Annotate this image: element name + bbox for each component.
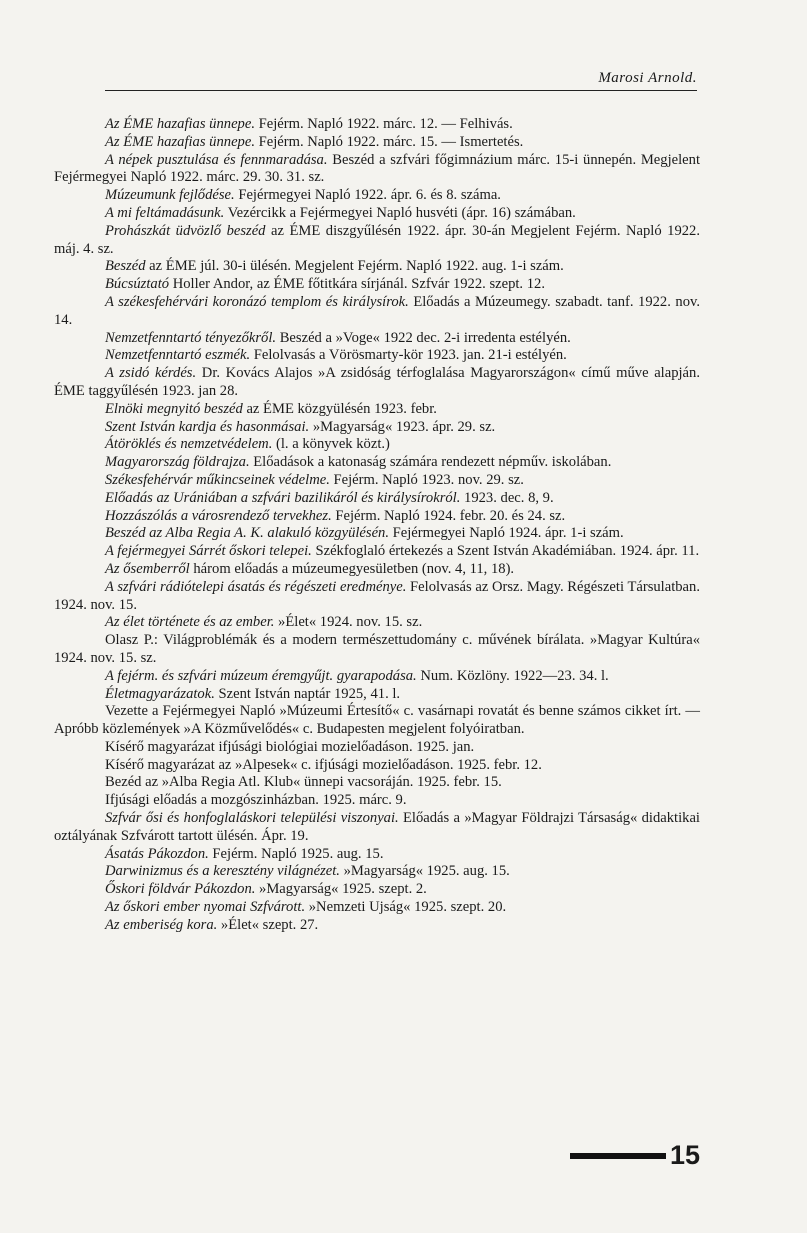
entry-text: Előadások a katonaság számára rendezett népműv. iskolában. [249,454,612,471]
entry-text: Vezércikk a Fejérmegyei Napló husvéti (ápr. 16) számában. [224,204,576,221]
bibliography-list [54,116,700,935]
bibliography-entry [54,347,700,365]
entry-text: »Élet« 1924. nov. 15. sz. [274,614,423,631]
entry-title: Az élet története és az ember. [105,614,275,631]
footer-rule [570,1153,666,1159]
bibliography-entry [54,472,700,490]
entry-title: Nemzetfenntartó tényezőkről. [105,329,277,346]
bibliography-entry [54,294,700,330]
entry-text: »Élet« szept. 27. [217,916,319,933]
bibliography-entry [54,614,700,632]
entry-text: 1923. dec. 8, 9. [460,489,554,506]
bibliography-entry [54,419,700,437]
bibliography-entry [54,116,700,134]
bibliography-entry [54,543,700,561]
bibliography-entry [54,579,700,615]
bibliography-entry [54,668,700,686]
entry-text: Fejérmegyei Napló 1922. ápr. 6. és 8. száma. [234,187,501,204]
entry-text: Ifjúsági előadás a mozgószinházban. 1925. márc. 9. [105,792,407,809]
entry-title: Darwinizmus és a keresztény világnézet. [105,863,340,880]
bibliography-entry [54,187,700,205]
entry-text: Fejérm. Napló 1924. febr. 20. és 24. sz. [331,507,566,524]
bibliography-entry [54,757,700,775]
entry-title: Átöröklés és nemzetvédelem. [105,436,273,453]
bibliography-entry [54,561,700,579]
bibliography-entry [54,258,700,276]
entry-text: az ÉME diszgyűlésén 1922. ápr. 30-án Megjelent Fejérm. Napló 1922. máj. 4. sz. [54,222,701,257]
entry-text: Olasz P.: Világproblémák és a modern természettudomány c. művének bírálata. »Magyar Kultúra« 1924. nov. 15. sz. [54,632,700,666]
bibliography-entry [54,152,700,188]
entry-text: Holler Andor, az ÉME főtitkára sírjánál. Szfvár 1922. szept. 12. [169,276,545,293]
entry-title: Hozzászólás a városrendező tervekhez. [105,507,332,524]
entry-text: Kísérő magyarázat az »Alpesek« c. ifjúsági mozielőadáson. 1925. febr. 12. [105,756,542,773]
bibliography-entry [54,330,700,348]
entry-text: az ÉME közgyülésén 1923. febr. [242,400,437,417]
entry-text: Fejérm. Napló 1922. márc. 15. — Ismertetés. [254,133,524,150]
page-number: 15 [669,1140,700,1170]
bibliography-entry [54,401,700,419]
entry-text: az ÉME júl. 30-i ülésén. Megjelent Fejérm. Napló 1922. aug. 1-i szám. [145,258,564,275]
bibliography-entry [54,134,700,152]
entry-text: Fejérm. Napló 1925. aug. 15. [208,845,384,862]
bibliography-entry [54,632,700,668]
entry-text: Előadás a Múzeumegy. szabadt. tanf. 1922. nov. 14. [54,293,700,328]
entry-title: A mi feltámadásunk. [105,204,225,221]
bibliography-entry [54,276,700,294]
entry-title: Beszéd az Alba Regia A. K. alakuló közgyülésén. [105,525,389,542]
entry-title: Szent István kardja és hasonmásai. [105,418,310,435]
entry-text: Felolvasás a Vörösmarty-kör 1923. jan. 21-i estélyén. [250,347,567,364]
entry-text: három előadás a múzeumegyesületben (nov. 4, 11, 18). [189,560,515,577]
bibliography-entry [54,223,700,259]
entry-title: Beszéd [105,258,146,275]
entry-text: Fejérm. Napló 1922. márc. 12. — Felhivás. [254,116,513,132]
entry-text: Fejérmegyei Napló 1924. ápr. 1-i szám. [389,525,624,542]
entry-title: Az ÉME hazafias ünnepe. [105,133,255,150]
entry-text: Bezéd az »Alba Regia Atl. Klub« ünnepi vacsoráján. 1925. febr. 15. [105,774,502,791]
entry-title: Ásatás Pákozdon. [105,845,209,862]
entry-title: A népek pusztulása és fennmaradása. [105,151,328,168]
entry-title: Az ÉME hazafias ünnepe. [105,116,255,132]
entry-title: Magyarország földrajza. [105,454,250,471]
bibliography-entry [54,490,700,508]
entry-text: Kísérő magyarázat ifjúsági biológiai mozielőadáson. 1925. jan. [105,738,475,755]
bibliography-entry [54,686,700,704]
bibliography-entry [54,205,700,223]
entry-text: Num. Közlöny. 1922—23. 34. l. [416,667,609,684]
entry-text: Dr. Kovács Alajos »A zsidóság térfoglalása Magyarországon« című műve alapján. ÉME taggyűlésén 1923. jan 28. [54,365,700,399]
entry-title: Múzeumunk fejlődése. [105,187,235,204]
bibliography-entry [54,899,700,917]
entry-text: (l. a könyvek közt.) [272,436,390,453]
entry-text: »Nemzeti Ujság« 1925. szept. 20. [305,899,507,916]
bibliography-entry [54,792,700,810]
entry-title: A zsidó kérdés. [105,365,197,382]
entry-title: Életmagyarázatok. [105,685,215,702]
bibliography-entry [54,365,700,401]
bibliography-entry [54,863,700,881]
entry-text: Előadás a »Magyar Földrajzi Társaság« didaktikai oztályának Szfvárott tartott ülésén. Ápr. 19. [54,810,700,844]
entry-title: Előadás az Urániában a szfvári bazilikáról és királysírokról. [105,489,461,506]
bibliography-entry [54,917,700,935]
entry-text: »Magyarság« 1923. ápr. 29. sz. [309,418,496,435]
bibliography-entry [54,508,700,526]
entry-text: Felolvasás az Orsz. Magy. Régészeti Társulatban. 1924. nov. 15. [54,578,700,613]
entry-title: Elnöki megnyitó beszéd [105,400,243,417]
entry-text: Beszéd a »Voge« 1922 dec. 2-i irredenta estélyén. [276,329,571,346]
page-footer [560,1135,700,1175]
bibliography-entry [54,525,700,543]
bibliography-entry [54,436,700,454]
entry-title: Búcsúztató [105,276,170,293]
entry-text: »Magyarság« 1925. szept. 2. [255,881,427,898]
entry-text: Szent István naptár 1925, 41. l. [214,685,401,702]
entry-title: Az emberiség kora. [105,916,218,933]
entry-title: Szfvár ősi és honfoglaláskori települési viszonyai. [105,810,399,827]
page-header [105,70,697,91]
bibliography-entry [54,739,700,757]
bibliography-entry [54,846,700,864]
entry-text: Székfoglaló értekezés a Szent István Akadémiában. 1924. ápr. 11. [311,543,700,560]
running-head: Marosi Arnold. [598,70,697,86]
entry-title: A fejérm. és szfvári múzeum éremgyűjt. gyarapodása. [105,667,417,684]
entry-text: Beszéd a szfvári főgimnázium márc. 15-i ünnepén. Megjelent Fejérmegyei Napló 1922. márc. 29. 30. 31. sz. [54,151,701,186]
entry-text: Fejérm. Napló 1923. nov. 29. sz. [329,471,524,488]
bibliography-entry [54,810,700,846]
entry-title: A fejérmegyei Sárrét őskori telepei. [105,543,312,560]
entry-text: »Magyarság« 1925. aug. 15. [339,863,510,880]
entry-title: Őskori földvár Pákozdon. [105,881,256,898]
bibliography-entry [54,774,700,792]
entry-title: A székesfehérvári koronázó templom és királysírok. [105,293,409,310]
entry-title: Nemzetfenntartó eszmék. [105,347,251,364]
bibliography-entry [54,703,700,739]
bibliography-entry [54,881,700,899]
entry-title: Az ősemberről [105,560,190,577]
entry-title: Székesfehérvár műkincseinek védelme. [105,471,330,488]
entry-title: Az őskori ember nyomai Szfvárott. [105,899,306,916]
bibliography-entry [54,454,700,472]
entry-text: Vezette a Fejérmegyei Napló »Múzeumi Értesítő« c. vasárnapi rovatát és benne számos cikket írt. — Apróbb közlemények »A Közművelődés« c. Budapesten megjelent folyóiratban. [54,703,700,738]
entry-title: Prohászkát üdvözlő beszéd [105,222,266,239]
entry-title: A szfvári rádiótelepi ásatás és régészeti eredménye. [105,578,407,595]
